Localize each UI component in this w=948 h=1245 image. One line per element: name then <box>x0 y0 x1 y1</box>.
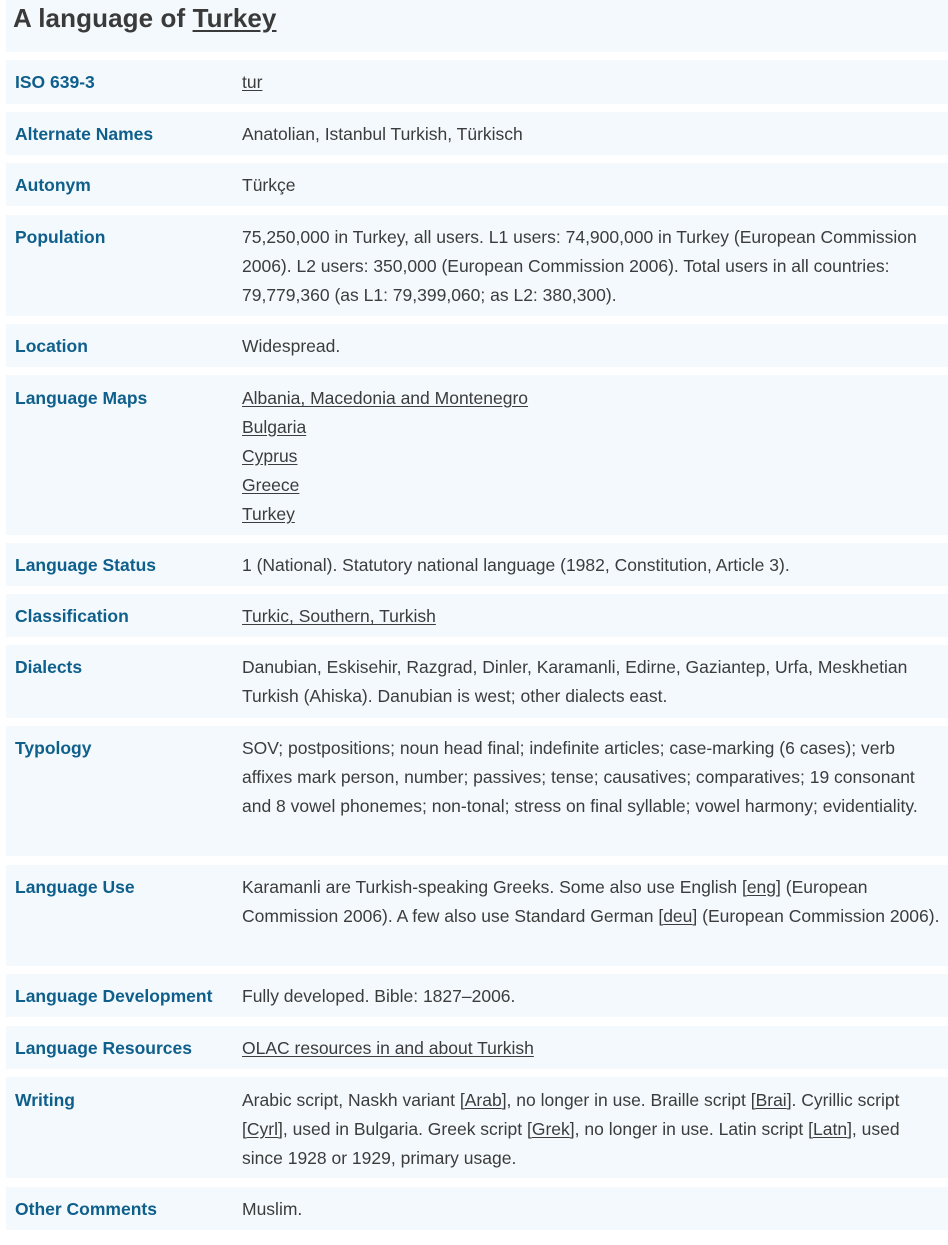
map-link-albania[interactable]: Albania, Macedonia and Montenegro <box>242 388 529 408</box>
script-link-cyrl[interactable]: Cyrl <box>246 1119 278 1139</box>
row-language-resources <box>6 1026 948 1069</box>
classification-label: Classification <box>15 606 129 626</box>
row-typology <box>6 726 948 856</box>
language-use-label: Language Use <box>15 877 135 897</box>
population-value: 75,250,000 in Turkey, all users. L1 users: 74,900,000 in Turkey (European Commission 2006). L2 users: 350,000 (European Commission 2006). Total users in all countries: 79,779,360 (as L1: 79,399,060; as L2: 380,300). <box>242 227 917 305</box>
typology-value: SOV; postpositions; noun head final; indefinite articles; case-marking (6 cases); verb affixes mark person, number; passives; tense; causatives; comparatives; 19 consonant and 8 vowel phonemes; non-tonal; stress on final syllable; vowel harmony; evidentiality. <box>242 738 918 816</box>
language-maps-list <box>242 384 942 529</box>
page-title <box>6 0 948 52</box>
country-link[interactable]: Turkey <box>192 3 277 33</box>
alternate-names-value: Anatolian, Istanbul Turkish, Türkisch <box>242 124 523 144</box>
writing-text-1: Arabic script, Naskh variant [ <box>242 1090 465 1110</box>
script-link-arab[interactable]: Arab <box>464 1090 502 1110</box>
typology-label: Typology <box>15 738 92 758</box>
map-link-turkey[interactable]: Turkey <box>242 504 295 524</box>
language-use-text-3: ] (European Commission 2006). <box>692 906 940 926</box>
title-prefix: A language of <box>13 3 186 33</box>
language-use-text-2: ] (European Commission 2006). A few also use Standard German [ <box>242 877 868 926</box>
language-development-label: Language Development <box>15 986 213 1006</box>
olac-resources-link[interactable]: OLAC resources in and about Turkish <box>242 1038 534 1058</box>
classification-link[interactable]: Turkic, Southern, Turkish <box>242 606 436 626</box>
map-link-greece[interactable]: Greece <box>242 475 300 495</box>
script-link-brai[interactable]: Brai <box>755 1090 787 1110</box>
language-resources-label: Language Resources <box>15 1038 192 1058</box>
script-link-grek[interactable]: Grek <box>531 1119 570 1139</box>
location-value: Widespread. <box>242 336 341 356</box>
autonym-label: Autonym <box>15 175 91 195</box>
writing-text-5: ], no longer in use. Latin script [ <box>569 1119 813 1139</box>
row-language-maps <box>6 375 948 535</box>
writing-text-6: ], used since 1928 or 1929, primary usage. <box>242 1119 900 1168</box>
iso-code-link[interactable]: tur <box>242 72 263 92</box>
language-status-label: Language Status <box>15 555 156 575</box>
writing-text-3: ]. Cyrillic script [ <box>242 1090 900 1139</box>
other-comments-value: Muslim. <box>242 1199 303 1219</box>
script-link-latn[interactable]: Latn <box>813 1119 848 1139</box>
row-language-use <box>6 865 948 966</box>
language-status-value: 1 (National). Statutory national language (1982, Constitution, Article 3). <box>242 555 790 575</box>
dialects-label: Dialects <box>15 657 83 677</box>
writing-label: Writing <box>15 1090 75 1110</box>
lang-code-link-eng[interactable]: eng <box>746 877 777 897</box>
other-comments-label: Other Comments <box>15 1199 157 1219</box>
map-link-cyprus[interactable]: Cyprus <box>242 446 298 466</box>
population-label: Population <box>15 227 106 247</box>
row-language-status <box>6 543 948 586</box>
writing-text-4: ], used in Bulgaria. Greek script [ <box>277 1119 532 1139</box>
row-classification <box>6 594 948 637</box>
language-use-value <box>242 873 942 931</box>
dialects-value: Danubian, Eskisehir, Razgrad, Dinler, Karamanli, Edirne, Gaziantep, Urfa, Meskhetian Turkish (Ahiska). Danubian is west; other dialects east. <box>242 657 908 706</box>
row-location <box>6 324 948 367</box>
writing-text-2: ], no longer in use. Braille script [ <box>501 1090 756 1110</box>
autonym-value: Türkçe <box>242 175 296 195</box>
writing-value <box>242 1086 942 1173</box>
language-use-text-1: Karamanli are Turkish-speaking Greeks. Some also use English [ <box>242 877 747 897</box>
row-autonym <box>6 163 948 206</box>
language-maps-label: Language Maps <box>15 388 148 408</box>
language-development-value: Fully developed. Bible: 1827–2006. <box>242 986 516 1006</box>
iso-label: ISO 639-3 <box>15 72 95 92</box>
row-language-development <box>6 974 948 1017</box>
location-label: Location <box>15 336 88 356</box>
map-link-bulgaria[interactable]: Bulgaria <box>242 417 307 437</box>
row-dialects <box>6 645 948 718</box>
row-writing <box>6 1077 948 1178</box>
alternate-names-label: Alternate Names <box>15 124 154 144</box>
row-other-comments <box>6 1187 948 1230</box>
row-alternate-names <box>6 112 948 155</box>
lang-code-link-deu[interactable]: deu <box>663 906 693 926</box>
row-iso <box>6 60 948 104</box>
row-population <box>6 215 948 316</box>
